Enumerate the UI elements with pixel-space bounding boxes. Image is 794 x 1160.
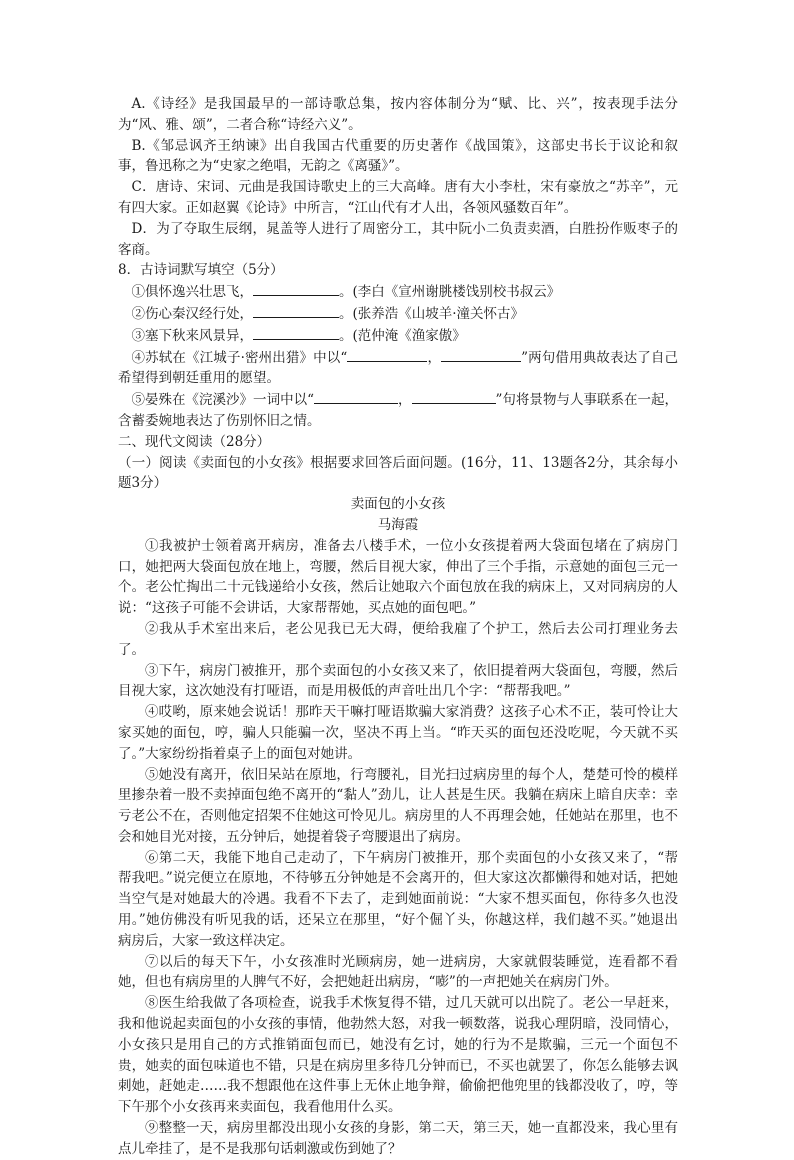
answer-blank[interactable]	[347, 347, 427, 362]
story-paragraph: ①我被护士领着离开病房，准备去八楼手术，一位小女孩提着两大袋面包堵在了病房门口，她把两大袋面包放在地上，弯腰，然后目视大家，伸出了三个手指，示意她的面包三元一个。老公忙掏出二十元钱递给小女孩，然后让她取六个面包放在我的病床上，又对同病房的人说：“这孩子可能不会讲话，大家帮帮她，买点她的面包吧。”	[118, 537, 678, 617]
option-d: D．为了夺取生辰纲，晁盖等人进行了周密分工，其中阮小二负责卖酒，白胜扮作贩枣子的客商。	[118, 220, 678, 258]
answer-blank[interactable]	[253, 325, 339, 340]
story-paragraph: ⑥第二天，我能下地自己走动了，下午病房门被推开，那个卖面包的小女孩又来了，“帮帮我吧。”说完便立在原地，不待够五分钟她是不会离开的，但大家这次都懒得和她对话，把她当空气是对她最大的冷遇。我看不下去了，走到她面前说：“大家不想买面包，你待多久也没用。”她仿佛没有听见我的话，还呆立在那里，“好个倔丫头，你越这样，我们越不买。”她退出病房后，大家一致这样决定。	[118, 849, 678, 949]
story-paragraph: ④哎哟，原来她会说话！那昨天干嘛打哑语欺骗大家消费？这孩子心术不正，装可怜让大家买她的面包，哼，骗人只能骗一次，坚决不再上当。“昨天买的面包还没吃呢，今天就不买了。”大家纷纷指着桌子上的面包对她讲。	[118, 704, 678, 762]
q8-item-2	[118, 303, 678, 325]
q8-item-3-suffix: 。(范仲淹《渔家傲》	[339, 327, 466, 344]
q8-item-1-suffix: 。(李白《宣州谢朓楼饯别校书叔云》	[339, 284, 561, 301]
answer-blank[interactable]	[253, 281, 339, 296]
answer-blank[interactable]	[253, 303, 339, 318]
q8-item-1-prefix: ①俱怀逸兴壮思飞，	[131, 284, 253, 301]
option-b: B.《邹忌讽齐王纳谏》出自我国古代重要的历史著作《战国策》，这部史书长于议论和叙事，鲁迅称之为“史家之绝唱，无韵之《离骚》”。	[118, 137, 678, 175]
story-paragraph: ③下午，病房门被推开，那个卖面包的小女孩又来了，依旧提着两大袋面包，弯腰，然后目视大家，这次她没有打哑语，而是用极低的声音吐出几个字：“帮帮我吧。”	[118, 662, 678, 700]
q8-item-5-comma: ，	[398, 392, 412, 409]
q8-item-5-prefix: ⑤晏殊在《浣溪沙》一词中以“	[131, 392, 314, 409]
story-paragraph: ②我从手术室出来后，老公见我已无大碍，便给我雇了个护工，然后去公司打理业务去了。	[118, 620, 678, 658]
section-2-instructions: （一）阅读《卖面包的小女孩》根据要求回答后面问题。(16分，11、13题各2分，其余每小题3分）	[118, 454, 678, 492]
q8-item-5-suffix: ”句将景物与人事联系在一起，含蓄委婉地表达了伤别怀旧之情。	[118, 392, 679, 429]
q8-item-5	[118, 389, 678, 432]
answer-blank[interactable]	[412, 389, 496, 404]
story-paragraph: ⑧医生给我做了各项检查，说我手术恢复得不错，过几天就可以出院了。老公一早赶来，我和他说起卖面包的小女孩的事情，他勃然大怒，对我一顿数落，说我心理阴暗，没同情心，小女孩只是用自己的方式推销面包而已，她没有乞讨，她的行为不是欺骗，三元一个面包不贵，她卖的面包味道也不错，只是在病房里多待几分钟而已，不买也就罢了，你怎么能够去讽刺她，赶她走……我不想跟他在这件事上无休止地争辩，偷偷把他兜里的钱都没收了，哼，等下午那个小女孩再来卖面包，我看他用什么买。	[118, 995, 678, 1116]
story-title: 卖面包的小女孩	[350, 496, 446, 513]
q8-item-3	[118, 325, 678, 347]
section-2-title: 二、现代文阅读（28分）	[118, 433, 271, 450]
q8-item-3-prefix: ③塞下秋来风景异，	[131, 327, 253, 344]
q8-item-4-suffix: ”两句借用典故表达了自己希望得到朝廷重用的愿望。	[118, 349, 679, 387]
answer-blank[interactable]	[314, 389, 398, 404]
story-paragraph: ⑨整整一天，病房里都没出现小女孩的身影，第二天，第三天，她一直都没来，我心里有点儿牵挂了，是不是我那句话刺激或伤到她了？	[118, 1120, 678, 1157]
q8-item-2-prefix: ②伤心秦汉经行处，	[131, 305, 253, 322]
q8-item-4-comma: ，	[427, 349, 442, 366]
story-paragraph: ⑤她没有离开，依旧呆站在原地，行弯腰礼，目光扫过病房里的每个人，楚楚可怜的模样里掺杂着一股不卖掉面包绝不离开的“黏人”劲儿，让人甚是生厌。我躺在病床上暗自庆幸：幸亏老公不在，否则他定招架不住她这可怜见儿。病房里的人不再理会她，任她站在那里，也不会和她目光对接，五分钟后，她提着袋子弯腰退出了病房。	[118, 766, 678, 845]
question-8-title: 8．古诗词默写填空（5分）	[118, 262, 284, 279]
answer-blank[interactable]	[441, 347, 521, 362]
q8-item-4	[118, 347, 678, 390]
story-paragraph: ⑦以后的每天下午，小女孩准时光顾病房，她一进病房，大家就假装睡觉，连看都不看她，但也有病房里的人脾气不好，会把她赶出病房，“嘭”的一声把她关在病房门外。	[118, 953, 678, 991]
q8-item-2-suffix: 。(张养浩《山坡羊·潼关怀古》	[339, 305, 525, 322]
story-author: 马海霞	[377, 516, 419, 533]
option-a: A.《诗经》是我国最早的一部诗歌总集，按内容体制分为“赋、比、兴”，按表现手法分为“风、雅、颂”，二者合称“诗经六义”。	[118, 96, 678, 133]
q8-item-4-prefix: ④苏轼在《江城子·密州出猎》中以“	[131, 349, 348, 366]
q8-item-1	[118, 281, 678, 303]
option-c: C．唐诗、宋词、元曲是我国诗歌史上的三大高峰。唐有大小李杜，宋有豪放之“苏辛”，元有四大家。正如赵翼《论诗》中所言，“江山代有才人出，各领风骚数百年”。	[118, 179, 678, 216]
